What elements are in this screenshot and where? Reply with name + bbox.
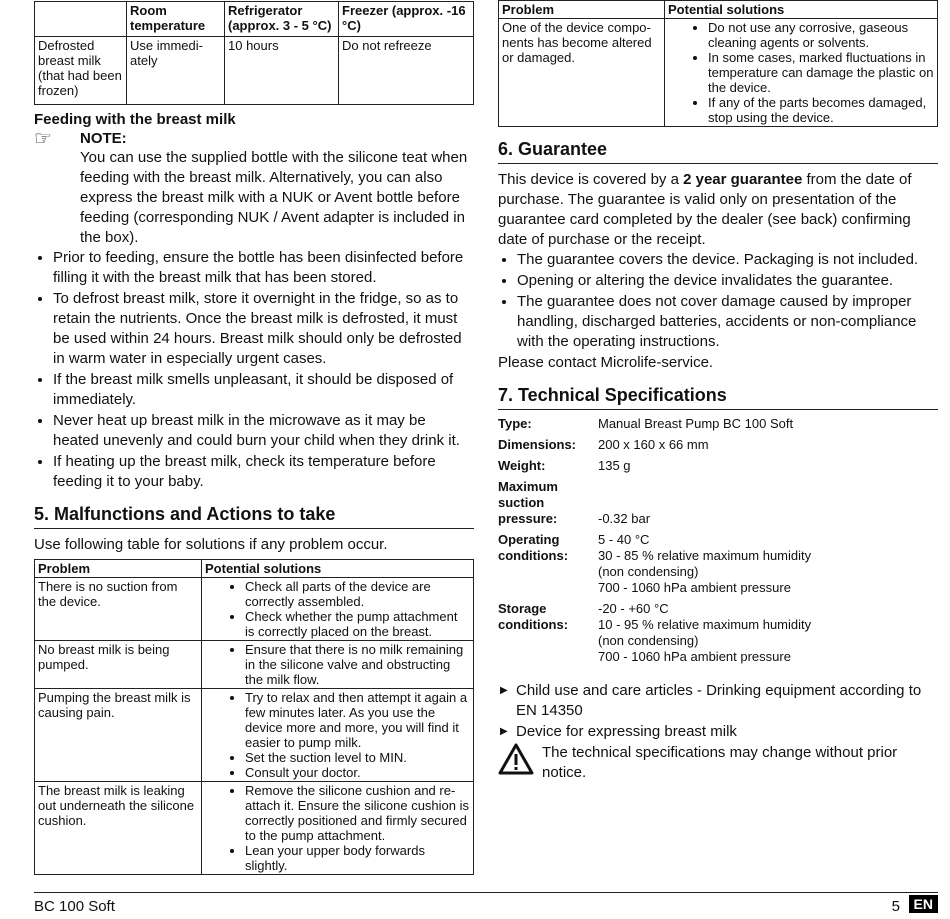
malfunctions-table (34, 559, 474, 875)
storage-table (34, 1, 474, 105)
spec-label: Weight: (498, 458, 546, 473)
solution-item: • Check whether the pump attachment is correctly placed on the breast. (245, 609, 470, 639)
solution-item: • Do not use any corrosive, gaseous cleaning agents or solvents. (708, 20, 934, 50)
solutions-cell (202, 782, 474, 875)
problem-cell: Pumping the breast milk is causing pain. (35, 689, 202, 782)
column-header-solutions: Potential solutions (202, 560, 474, 578)
malfunctions-header-row (35, 560, 474, 578)
column-header-solutions: Potential solutions (665, 1, 938, 19)
list-item: • The guarantee does not cover damage caused by improper handling, discharged batteries, accidents or non-compliance with the operating instructions. (517, 292, 938, 352)
table-row (35, 782, 474, 875)
spec-value: 5 - 40 °C 30 - 85 % relative maximum humidity (non condensing) 700 - 1060 hPa ambient pressure (598, 532, 812, 595)
note-block (34, 130, 474, 148)
problem-cell: The breast milk is leaking out underneath the silicone cushion. (35, 782, 202, 875)
storage-table-header-row (35, 2, 474, 37)
storage-header-cell (35, 2, 127, 37)
guarantee-contact: Please contact Microlife-service. (498, 354, 714, 371)
guarantee-text-part: This device is covered by a (498, 171, 684, 188)
list-item: ▶ Device for expressing breast milk (498, 722, 938, 742)
footer-model: BC 100 Soft (34, 898, 115, 915)
guarantee-duration: 2 year guarantee (683, 171, 803, 188)
problem-cell: One of the device compo-nents has become altered or damaged. (499, 19, 665, 127)
page-footer (34, 892, 938, 919)
problem-cell: No breast milk is being pumped. (35, 641, 202, 689)
solution-item: • Consult your doctor. (245, 765, 470, 780)
specs-grid (498, 416, 938, 665)
solutions-cell (202, 578, 474, 641)
list-item: • Opening or altering the device invalidates the guarantee. (517, 271, 938, 291)
list-item: ▶ Child use and care articles - Drinking equipment according to EN 14350 (498, 681, 938, 721)
page-number: 5 (891, 898, 900, 915)
warning-triangle-icon (498, 743, 534, 775)
table-row (499, 19, 938, 127)
list-item: • If the breast milk smells unpleasant, it should be disposed of immediately. (53, 370, 474, 410)
storage-cell: Do not refreeze (339, 37, 474, 105)
spec-value: 135 g (598, 458, 631, 473)
feeding-bullet-list (34, 248, 474, 492)
solution-item: • Check all parts of the device are correctly assembled. (245, 579, 470, 609)
warning-note (498, 743, 938, 783)
spec-label: Operating conditions: (498, 532, 569, 563)
guarantee-bullet-list (498, 250, 938, 352)
malfunctions-header-row (499, 1, 938, 19)
spec-label: Maximum suction pressure: (498, 479, 558, 526)
table-row (35, 578, 474, 641)
list-item: • If heating up the breast milk, check its temperature before feeding it to your baby. (53, 452, 474, 492)
spec-value: 200 x 160 x 66 mm (598, 437, 709, 452)
problem-cell: There is no suction from the device. (35, 578, 202, 641)
note-body: You can use the supplied bottle with the silicone teat when feeding with the breast milk. Alternatively, you can also express the breast milk with a NUK or Avent bottle before feeding (corresponding NUK / Avent adapter is included in the box). (80, 149, 468, 246)
spec-value: -0.32 bar (598, 511, 651, 526)
warning-text: The technical specifications may change without prior notice. (542, 744, 898, 781)
list-item: • Never heat up breast milk in the microwave as it may be heated unevenly and could burn your child when they drink it. (53, 411, 474, 451)
guarantee-text-part: from the date of purchase. The guarantee is valid only on presentation of the guarantee card completed by the dealer (see back) confirming date of purchase or the receipt. (498, 171, 912, 248)
left-column (34, 0, 474, 875)
malfunctions-intro: Use following table for solutions if any problem occur. (34, 536, 388, 553)
spec-label: Storage conditions: (498, 601, 569, 632)
list-item: • The guarantee covers the device. Packaging is not included. (517, 250, 938, 270)
standards-list (498, 681, 938, 742)
solution-item: • Ensure that there is no milk remaining in the silicone valve and obstructing the milk flow. (245, 642, 470, 687)
right-column (498, 0, 938, 783)
storage-header-cell: Room temperature (127, 2, 225, 37)
spec-value: Manual Breast Pump BC 100 Soft (598, 416, 794, 431)
list-item: • To defrost breast milk, store it overnight in the fridge, so as to retain the nutrients. Once the breast milk is defrosted, it must be used within 24 hours. Breast milk should only be defrosted in warm water in especially urgent cases. (53, 289, 474, 369)
solutions-cell (202, 641, 474, 689)
solution-item: • Try to relax and then attempt it again a few minutes later. As you use the device more and more, you will find it easier to pump milk. (245, 690, 470, 750)
column-header-problem: Problem (35, 560, 202, 578)
storage-cell: 10 hours (225, 37, 339, 105)
solution-item: • If any of the parts becomes damaged, stop using the device. (708, 95, 934, 125)
solutions-cell (665, 19, 938, 127)
spec-label: Type: (498, 416, 532, 431)
guarantee-heading: 6. Guarantee (498, 139, 938, 164)
table-row (35, 641, 474, 689)
column-header-problem: Problem (499, 1, 665, 19)
table-row (35, 689, 474, 782)
solution-item: • Set the suction level to MIN. (245, 750, 470, 765)
language-badge: EN (909, 895, 938, 913)
feeding-heading: Feeding with the breast milk (34, 111, 236, 128)
storage-header-cell: Refrigerator (approx. 3 - 5 °C) (225, 2, 339, 37)
specs-heading: 7. Technical Specifications (498, 385, 938, 410)
note-title: NOTE: (80, 130, 127, 147)
list-item: • Prior to feeding, ensure the bottle has been disinfected before filling it with the breast milk that has been stored. (53, 248, 474, 288)
pointing-hand-icon: ☞ (34, 128, 52, 150)
storage-cell: Defrosted breast milk (that had been frozen) (35, 37, 127, 105)
solution-item: • Remove the silicone cushion and re-attach it. Ensure the silicone cushion is correctly positioned and firmly secured to the pump attachment. (245, 783, 470, 843)
solution-item: • Lean your upper body forwards slightly. (245, 843, 470, 873)
storage-cell: Use immedi-ately (127, 37, 225, 105)
storage-header-cell: Freezer (approx. -16 °C) (339, 2, 474, 37)
solution-item: • In some cases, marked fluctuations in temperature can damage the plastic on the device. (708, 50, 934, 95)
guarantee-text (498, 170, 938, 250)
spec-value: -20 - +60 °C 10 - 95 % relative maximum humidity (non condensing) 700 - 1060 hPa ambient pressure (598, 601, 812, 664)
spec-label: Dimensions: (498, 437, 577, 452)
solutions-cell (202, 689, 474, 782)
malfunctions-heading: 5. Malfunctions and Actions to take (34, 504, 474, 529)
storage-table-row (35, 37, 474, 105)
malfunctions-table-continued (498, 0, 938, 127)
